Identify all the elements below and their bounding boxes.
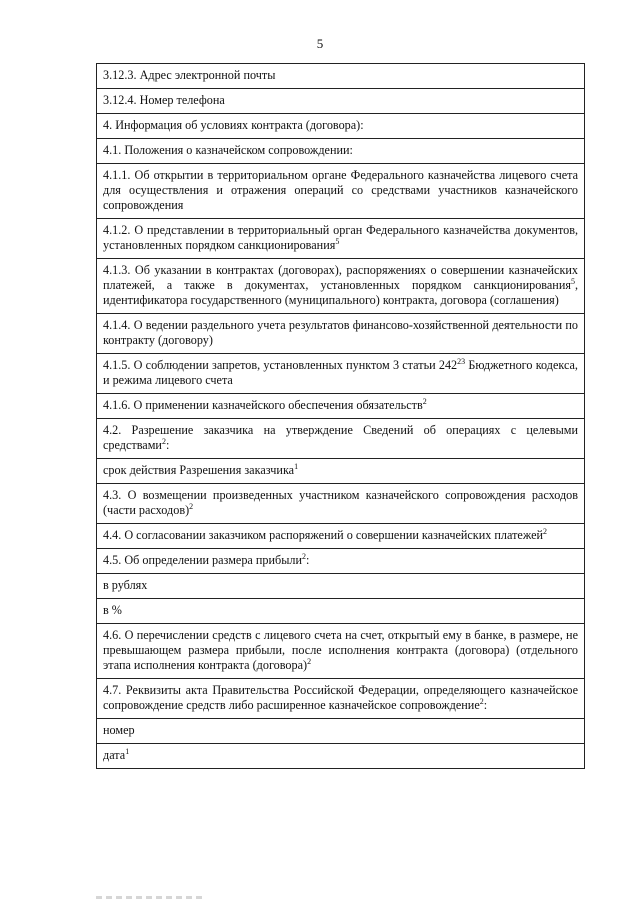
footnote-ref: 2: [479, 696, 484, 706]
row-4-1-2: [97, 219, 585, 259]
footnote-ref: 23: [457, 356, 466, 366]
table-row: [97, 484, 585, 524]
cell-text: 4.6. О перечислении средств с лицевого счета на счет, открытый ему в банке, в размере, не превышающем размера прибыли, после исполнения контракта (договора) (отдельного этапа исполнения контракта (договора): [103, 628, 578, 672]
cell-text: 4.2. Разрешение заказчика на утверждение Сведений об операциях с целевыми средствами: [103, 423, 578, 452]
table-row: [97, 599, 585, 624]
table-row: [97, 64, 585, 89]
table-row: [97, 164, 585, 219]
footnote-ref: 1: [125, 746, 130, 756]
row-treasury-support-heading: [97, 139, 585, 164]
row-email: [97, 64, 585, 89]
table-row: [97, 459, 585, 484]
footnote-ref: 5: [570, 276, 575, 286]
table-row: [97, 314, 585, 354]
table-row: [97, 219, 585, 259]
cell-text: 4.1.6. О применении казначейского обеспечения обязательств: [103, 398, 423, 412]
footnote-ref: 2: [161, 436, 166, 446]
table-row: [97, 524, 585, 549]
row-4-5: [97, 549, 585, 574]
cell-text: 4.1.4. О ведении раздельного учета результатов финансово-хозяйственной деятельности по контракту (договору): [103, 318, 578, 347]
row-4-1-4: [97, 314, 585, 354]
footnote-ref: 2: [543, 526, 548, 536]
cell-text-continued: :: [306, 553, 310, 567]
table-row: [97, 679, 585, 719]
cell-text: в рублях: [103, 578, 148, 592]
cell-text-continued: Бюджетного кодекса, и режима лицевого счета: [103, 358, 578, 387]
cell-text: 4.4. О согласовании заказчиком распоряжений о совершении казначейских платежей: [103, 528, 544, 542]
page-number: 5: [316, 36, 324, 51]
row-number: [97, 719, 585, 744]
table-row: [97, 574, 585, 599]
contract-info-table: [96, 63, 585, 769]
footnote-ref: 5: [335, 236, 340, 246]
row-4-1-5: [97, 354, 585, 394]
cell-text-continued: :: [483, 698, 488, 712]
row-in-rubles: [97, 574, 585, 599]
table-row: [97, 259, 585, 314]
cell-text: 3.12.4. Номер телефона: [103, 93, 225, 107]
row-phone: [97, 89, 585, 114]
footnote-ref: 2: [422, 396, 427, 406]
cell-text: 4.1.5. О соблюдении запретов, установленных пунктом 3 статьи 242: [103, 358, 458, 372]
footnote-ref: 2: [307, 656, 312, 666]
table-row: [97, 354, 585, 394]
row-date: [97, 744, 585, 769]
row-4-2: [97, 419, 585, 459]
row-4-1-3: [97, 259, 585, 314]
row-4-4: [97, 524, 585, 549]
cell-text: 4.1.1. Об открытии в территориальном органе Федерального казначейства лицевого счета для осуществления и отражения операций со средствами участников казначейского сопровождения: [103, 168, 578, 212]
scan-artifact-divider: [96, 896, 206, 899]
row-4-7: [97, 679, 585, 719]
table-row: [97, 114, 585, 139]
table-row: [97, 419, 585, 459]
row-4-1-6: [97, 394, 585, 419]
row-in-percent: [97, 599, 585, 624]
table-row: [97, 394, 585, 419]
cell-text: 4.7. Реквизиты акта Правительства Российской Федерации, определяющего казначейское сопровождение средств либо расширенное казначейское сопровождение: [103, 683, 578, 712]
row-permission-term: [97, 459, 585, 484]
cell-text: 3.12.3. Адрес электронной почты: [103, 68, 276, 82]
cell-text: 4.1.3. Об указании в контрактах (договорах), распоряжениях о совершении казначейских платежей, а также в документах, установленных порядком санкционирования: [103, 263, 578, 292]
cell-text: 4.1. Положения о казначейском сопровождении:: [103, 143, 353, 157]
footnote-ref: 2: [189, 501, 194, 511]
cell-text: дата: [103, 748, 126, 762]
row-contract-info-heading: [97, 114, 585, 139]
cell-text: номер: [103, 723, 135, 737]
table-row: [97, 744, 585, 769]
cell-text: срок действия Разрешения заказчика: [103, 463, 295, 477]
row-4-6: [97, 624, 585, 679]
row-4-3: [97, 484, 585, 524]
table-row: [97, 139, 585, 164]
cell-text: 4.1.2. О представлении в территориальный орган Федерального казначейства документов, установленных порядком санкционирования: [103, 223, 578, 252]
footnote-ref: 2: [302, 551, 306, 561]
footnote-ref: 1: [294, 461, 299, 471]
row-4-1-1: [97, 164, 585, 219]
cell-text: 4.3. О возмещении произведенных участником казначейского сопровождения расходов (части расходов): [103, 488, 578, 517]
table-row: [97, 549, 585, 574]
table-row: [97, 719, 585, 744]
cell-text-continued: :: [165, 438, 170, 452]
table-row: [97, 89, 585, 114]
cell-text-continued: , идентификатора государственного (муниципального) контракта, договора (соглашения): [103, 278, 578, 307]
cell-text: в %: [103, 603, 122, 617]
cell-text: 4.5. Об определении размера прибыли: [103, 553, 302, 567]
table-row: [97, 624, 585, 679]
cell-text: 4. Информация об условиях контракта (договора):: [103, 118, 364, 132]
